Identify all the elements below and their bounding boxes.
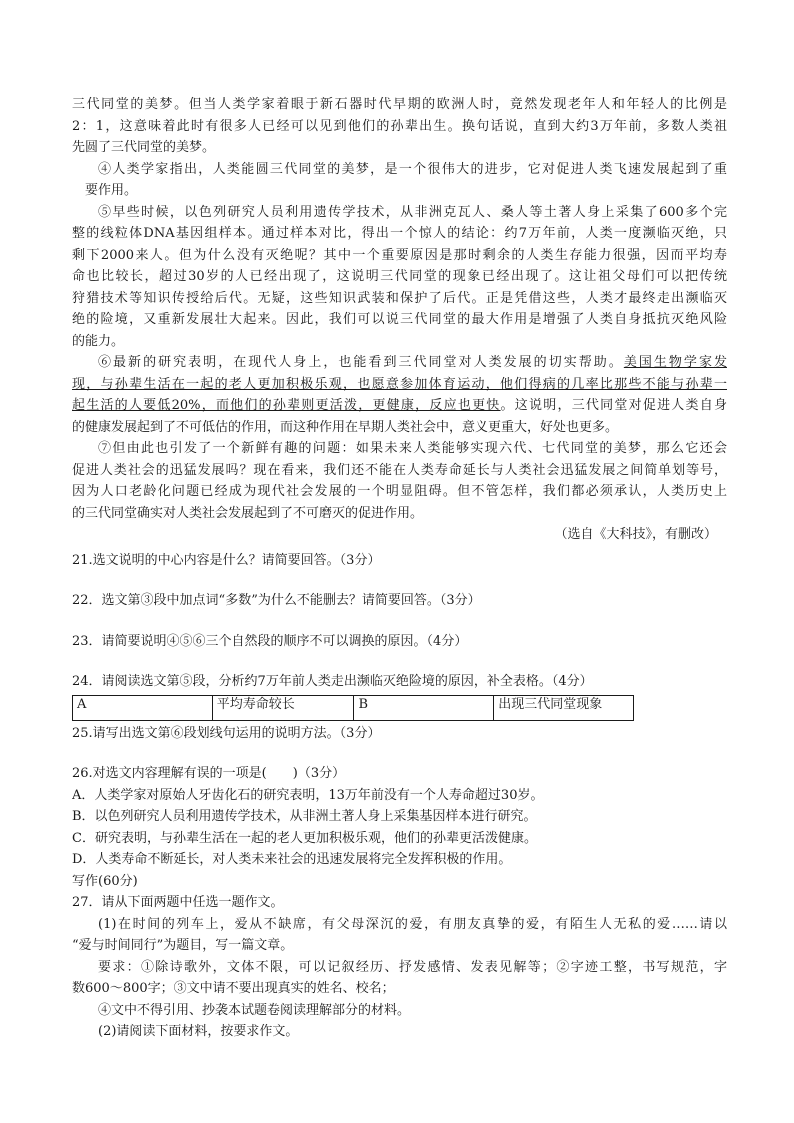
paragraph-6-text: 。这说明，三代同堂对促进人类自身 xyxy=(500,398,727,413)
question-26-option-d: D．人类寿命不断延长，对人类未来社会的迅速发展将完全发挥积极的作用。 xyxy=(72,852,512,867)
paragraph-6-line xyxy=(72,395,727,417)
paragraph-5-line: 狩猎技术等知识传授给后代。无疑，这些知识武装和保护了后代。正是凭借这些，人类才最终走出濒临灭 xyxy=(72,290,727,306)
paragraph-3-line: 三代同堂的美梦。但当人类学家着眼于新石器时代早期的欧洲人时，竟然发现老年人和年轻人的比例是 xyxy=(72,97,727,112)
writing-requirements: 数600～800字；③文中请不要出现真实的姓名、校名； xyxy=(72,981,395,996)
question-26-option-a: A．人类学家对原始人牙齿化石的研究表明，13万年前没有一个人寿命超过30岁。 xyxy=(72,787,544,803)
question-24: 24．请阅读选文第⑤段，分析约7万年前人类走出濒临灭绝险境的原因，补全表格。（4分） xyxy=(72,674,593,689)
paragraph-7-line: 因为人口老龄化问题已经成为现代社会发展的一个明显阻碍。但不管怎样，我们都必须承认，人类历史上 xyxy=(72,484,727,499)
underlined-sentence: 起生活的人要低20%，而他们的孙辈则更活泼，更健康，反应也更快 xyxy=(72,398,501,413)
question-21: 21.选文说明的中心内容是什么？请简要回答。（3分） xyxy=(72,552,381,568)
paragraph-5-line: ⑤早些时候，以色列研究人员利用遗传学技术，从非洲克瓦人、桑人等土著人身上采集了600多个完 xyxy=(98,204,727,220)
paragraph-6-line: 的健康发展起到了不可低估的作用，而这种作用在早期人类社会中，意义更重大，好处也更多。 xyxy=(72,419,619,435)
paragraph-5-line: 绝的险境，又重新发展壮大起来。因此，我们可以说三代同堂的最大作用是增强了人类自身抵抗灭绝风险 xyxy=(72,312,727,327)
answer-table xyxy=(72,695,634,721)
underlined-sentence: 美国生物学家发 xyxy=(623,355,727,370)
paragraph-5-line: 整的线粒体DNA基因组样本。通过样本对比，得出一个惊人的结论：约7万年前，人类一度濒临灭绝，只 xyxy=(72,226,727,241)
table-cell-b[interactable]: B xyxy=(354,695,494,720)
question-25: 25.请写出选文第⑥段划线句运用的说明方法。（3分） xyxy=(72,725,381,741)
paragraph-6-line xyxy=(72,352,727,374)
table-cell-a[interactable]: A xyxy=(73,695,213,720)
question-26: 26.对选文内容理解有误的一项是( )（3分） xyxy=(72,766,346,781)
question-22: 22．选文第③段中加点词“多数”为什么不能删去？请简要回答。（3分） xyxy=(72,593,481,608)
table-cell: 平均寿命较长 xyxy=(212,695,354,720)
exam-page xyxy=(72,94,727,1043)
paragraph-3-line: 2：1，这意味着此时有很多人已经可以见到他们的孙辈出生。换句话说，直到大约3万年前，多数人类祖 xyxy=(72,118,727,134)
source-citation: （选自《大科技》，有删改） xyxy=(554,527,717,542)
paragraph-7-line: 的三代同堂确实对人类社会发展起到了不可磨灭的促进作用。 xyxy=(72,505,424,521)
paragraph-5-line: 剩下2000来人。但为什么没有灭绝呢？其中一个重要原因是那时剩余的人类生存能力很强，因而平均寿 xyxy=(72,247,727,263)
underlined-sentence: 现，与孙辈生活在一起的老人更加积极乐观，也愿意参加体育运动，他们得病的几率比那些不能与孙辈一 xyxy=(72,376,727,392)
paragraph-7-line: 促进人类社会的迅猛发展吗？现在看来，我们还不能在人类寿命延长与人类社会迅猛发展之间简单划等号， xyxy=(72,462,727,478)
question-27: 27．请从下面两题中任选一题作文。 xyxy=(72,895,284,910)
paragraph-7-line: ⑦但由此也引发了一个新鲜有趣的问题：如果未来人类能够实现六代、七代同堂的美梦，那么它还会 xyxy=(98,441,727,456)
paragraph-4-line: ④人类学家指出，人类能圆三代同堂的美梦，是一个很伟大的进步，它对促进人类飞速发展起到了重 xyxy=(98,161,727,177)
question-26-option-c: C．研究表明，与孙辈生活在一起的老人更加积极乐观，他们的孙辈更活泼健康。 xyxy=(72,830,537,846)
paragraph-5-line: 的能力。 xyxy=(72,333,125,349)
question-26-option-b: B．以色列研究人员利用遗传学技术，从非洲土著人身上采集基因样本进行研究。 xyxy=(72,809,537,824)
paragraph-5-line: 命也比较长，超过30岁的人已经出现了，这说明三代同堂的现象已经出现了。这让祖父母们可以把传统 xyxy=(72,269,727,284)
table-cell: 出现三代同堂现象 xyxy=(494,695,634,720)
paragraph-4-line: 要作用。 xyxy=(85,183,138,198)
writing-option-1: “爱与时间同行”为题目，写一篇文章。 xyxy=(72,938,294,953)
paragraph-6-text: ⑥最新的研究表明，在现代人身上，也能看到三代同堂对人类发展的切实帮助。 xyxy=(98,355,624,370)
paragraph-3-line: 先圆了三代同堂的美梦。 xyxy=(72,140,216,155)
table-row xyxy=(73,695,634,720)
writing-requirements: ④文中不得引用、抄袭本试题卷阅读理解部分的材料。 xyxy=(98,1002,411,1018)
writing-heading: 写作(60分) xyxy=(72,873,138,889)
writing-option-2: (2)请阅读下面材料，按要求作文。 xyxy=(98,1024,299,1039)
writing-option-1: (1)在时间的列车上，爱从不缺席，有父母深沉的爱，有朋友真挚的爱，有陌生人无私的爱……请以 xyxy=(98,916,727,932)
question-23: 23．请简要说明④⑤⑥三个自然段的顺序不可以调换的原因。（4分） xyxy=(72,633,468,649)
writing-requirements: 要求：①除诗歌外，文体不限，可以记叙经历、抒发感情、发表见解等；②字迹工整，书写规范，字 xyxy=(98,959,727,975)
